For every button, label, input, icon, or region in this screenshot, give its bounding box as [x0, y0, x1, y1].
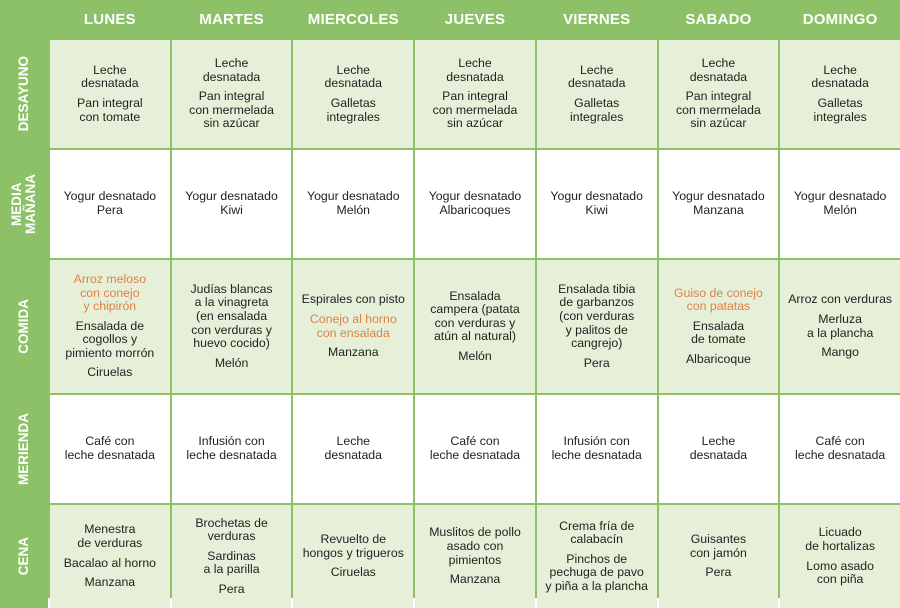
dish-item: Espirales con pisto: [301, 292, 405, 307]
dish-item: Galletas integrales: [570, 96, 624, 124]
dish-item: Leche desnatada: [689, 56, 748, 84]
day-header-jueves: JUEVES: [415, 0, 535, 38]
meal-label-media-manana: [0, 150, 48, 258]
menu-cell-desayuno-miercoles: [293, 40, 413, 148]
dish-item: Pan integral con mermelada sin azúcar: [189, 89, 274, 131]
menu-cell-comida-miercoles: [293, 260, 413, 393]
highlighted-dish: Guiso de conejo con patatas: [673, 285, 763, 314]
menu-cell-comida-lunes: [50, 260, 170, 393]
meal-label-desayuno: [0, 40, 48, 148]
dish-item: Yogur desnatado Melón: [793, 189, 887, 217]
menu-cell-cena-jueves: [415, 505, 535, 608]
menu-cell-desayuno-domingo: [780, 40, 900, 148]
dish-item: Manzana: [84, 575, 136, 590]
dish-item: Pan integral con mermelada sin azúcar: [676, 89, 761, 131]
dish-item: Revuelto de hongos y trigueros: [302, 532, 404, 560]
meal-label-text: CENA: [15, 537, 31, 576]
menu-cell-comida-jueves: [415, 260, 535, 393]
dish-item: Judías blancas a la vinagreta (en ensalada con verduras y huevo cocido): [190, 281, 273, 351]
menu-cell-cena-miercoles: [293, 505, 413, 608]
meal-label-text: MEDIA MAÑANA: [8, 174, 38, 234]
menu-cell-desayuno-sabado: [659, 40, 779, 148]
dish-item: Yogur desnatado Melón: [307, 189, 400, 217]
dish-item: Ensalada tibia de garbanzos (con verduras y palitos de cangrejo): [558, 281, 636, 351]
dish-item: Leche desnatada: [689, 434, 748, 462]
menu-cell-media-manana-jueves: [415, 150, 535, 258]
dish-item: Yogur desnatado Manzana: [672, 189, 765, 217]
dish-item: Café con leche desnatada: [429, 434, 521, 462]
dish-item: Yogur desnatado Kiwi: [185, 189, 278, 217]
menu-cell-comida-sabado: [659, 260, 779, 393]
dish-item: Merluza a la plancha: [806, 311, 874, 340]
dish-item: Yogur desnatado Pera: [63, 189, 157, 217]
highlighted-dish: Conejo al horno con ensalada: [309, 311, 397, 340]
meal-label-text: COMIDA: [15, 299, 31, 354]
dish-item: Guisantes con jamón: [690, 532, 747, 560]
dish-item: Ciruelas: [330, 565, 376, 580]
dish-item: Yogur desnatado Albaricoques: [428, 189, 522, 217]
dish-item: Arroz con verduras: [788, 292, 893, 307]
dish-item: Manzana: [449, 572, 501, 587]
dish-item: Pinchos de pechuga de pavo y piña a la plancha: [545, 551, 648, 593]
dish-item: Albaricoque: [685, 351, 751, 366]
menu-cell-desayuno-viernes: [537, 40, 657, 148]
dish-item: Leche desnatada: [324, 62, 382, 91]
menu-cell-merienda-domingo: [780, 395, 900, 503]
day-header-domingo: DOMINGO: [780, 0, 900, 38]
menu-cell-comida-domingo: [780, 260, 900, 393]
dish-item: Licuado de hortalizas: [805, 525, 875, 553]
day-header-martes: MARTES: [172, 0, 292, 38]
dish-item: Crema fría de calabacín: [559, 518, 635, 547]
dish-item: Leche desnatada: [81, 62, 139, 91]
menu-cell-cena-sabado: [659, 505, 779, 608]
dish-item: Ensalada de cogollos y pimiento morrón: [65, 318, 155, 360]
dish-item: Ciruelas: [87, 365, 133, 380]
dish-item: Ensalada campera (patata con verduras y atún al natural): [430, 288, 520, 344]
dish-item: Galletas integrales: [813, 96, 867, 124]
day-header-sabado: SABADO: [659, 0, 779, 38]
dish-item: Café con leche desnatada: [64, 434, 155, 462]
menu-cell-cena-martes: [172, 505, 292, 608]
dish-item: Pan integral con tomate: [77, 96, 143, 124]
menu-cell-merienda-viernes: [537, 395, 657, 503]
menu-cell-media-manana-martes: [172, 150, 292, 258]
day-header-viernes: VIERNES: [537, 0, 657, 38]
meal-label-comida: [0, 260, 48, 393]
menu-cell-desayuno-jueves: [415, 40, 535, 148]
dish-item: Bacalao al horno: [63, 555, 156, 570]
menu-cell-media-manana-domingo: [780, 150, 900, 258]
menu-cell-merienda-lunes: [50, 395, 170, 503]
menu-cell-comida-viernes: [537, 260, 657, 393]
dish-item: Leche desnatada: [811, 62, 869, 91]
menu-cell-desayuno-martes: [172, 40, 292, 148]
dish-item: Manzana: [327, 345, 379, 360]
menu-cell-cena-domingo: [780, 505, 900, 608]
dish-item: Leche desnatada: [446, 56, 504, 84]
menu-cell-media-manana-viernes: [537, 150, 657, 258]
meal-label-text: MERIENDA: [15, 412, 31, 485]
menu-cell-cena-viernes: [537, 505, 657, 608]
dish-item: Leche desnatada: [567, 62, 626, 91]
dish-item: Infusión con leche desnatada: [186, 434, 277, 462]
dish-item: Lomo asado con piña: [806, 558, 874, 587]
menu-cell-merienda-sabado: [659, 395, 779, 503]
menu-cell-media-manana-lunes: [50, 150, 170, 258]
dish-item: Café con leche desnatada: [795, 434, 886, 462]
dish-item: Menestra de verduras: [77, 522, 143, 550]
corner-cell: [0, 0, 48, 38]
menu-cell-comida-martes: [172, 260, 292, 393]
dish-item: Leche desnatada: [324, 434, 382, 462]
dish-item: Galletas integrales: [326, 96, 380, 124]
dish-item: Yogur desnatado Kiwi: [550, 189, 643, 217]
menu-cell-media-manana-miercoles: [293, 150, 413, 258]
day-header-lunes: LUNES: [50, 0, 170, 38]
dish-item: Infusión con leche desnatada: [551, 434, 642, 462]
menu-cell-desayuno-lunes: [50, 40, 170, 148]
dish-item: Leche desnatada: [202, 56, 261, 84]
dish-item: Ensalada de tomate: [691, 318, 746, 347]
meal-label-cena: [0, 505, 48, 608]
dish-item: Mango: [821, 345, 859, 360]
menu-cell-media-manana-sabado: [659, 150, 779, 258]
dish-item: Melón: [458, 348, 492, 363]
meal-label-text: DESAYUNO: [15, 56, 31, 132]
day-header-miercoles: MIERCOLES: [293, 0, 413, 38]
menu-cell-merienda-jueves: [415, 395, 535, 503]
menu-cell-cena-lunes: [50, 505, 170, 608]
menu-cell-merienda-miercoles: [293, 395, 413, 503]
dish-item: Pera: [218, 581, 245, 596]
dish-item: Pera: [705, 565, 732, 580]
dish-item: Pan integral con mermelada sin azúcar: [432, 89, 518, 131]
dish-item: Brochetas de verduras: [195, 515, 268, 544]
highlighted-dish: Arroz meloso con conejo y chipirón: [73, 272, 147, 314]
dish-item: Sardinas a la parilla: [203, 548, 260, 577]
menu-cell-merienda-martes: [172, 395, 292, 503]
dish-item: Pera: [583, 355, 610, 370]
meal-label-merienda: [0, 395, 48, 503]
dish-item: Melón: [214, 355, 249, 370]
dish-item: Muslitos de pollo asado con pimientos: [429, 525, 521, 567]
